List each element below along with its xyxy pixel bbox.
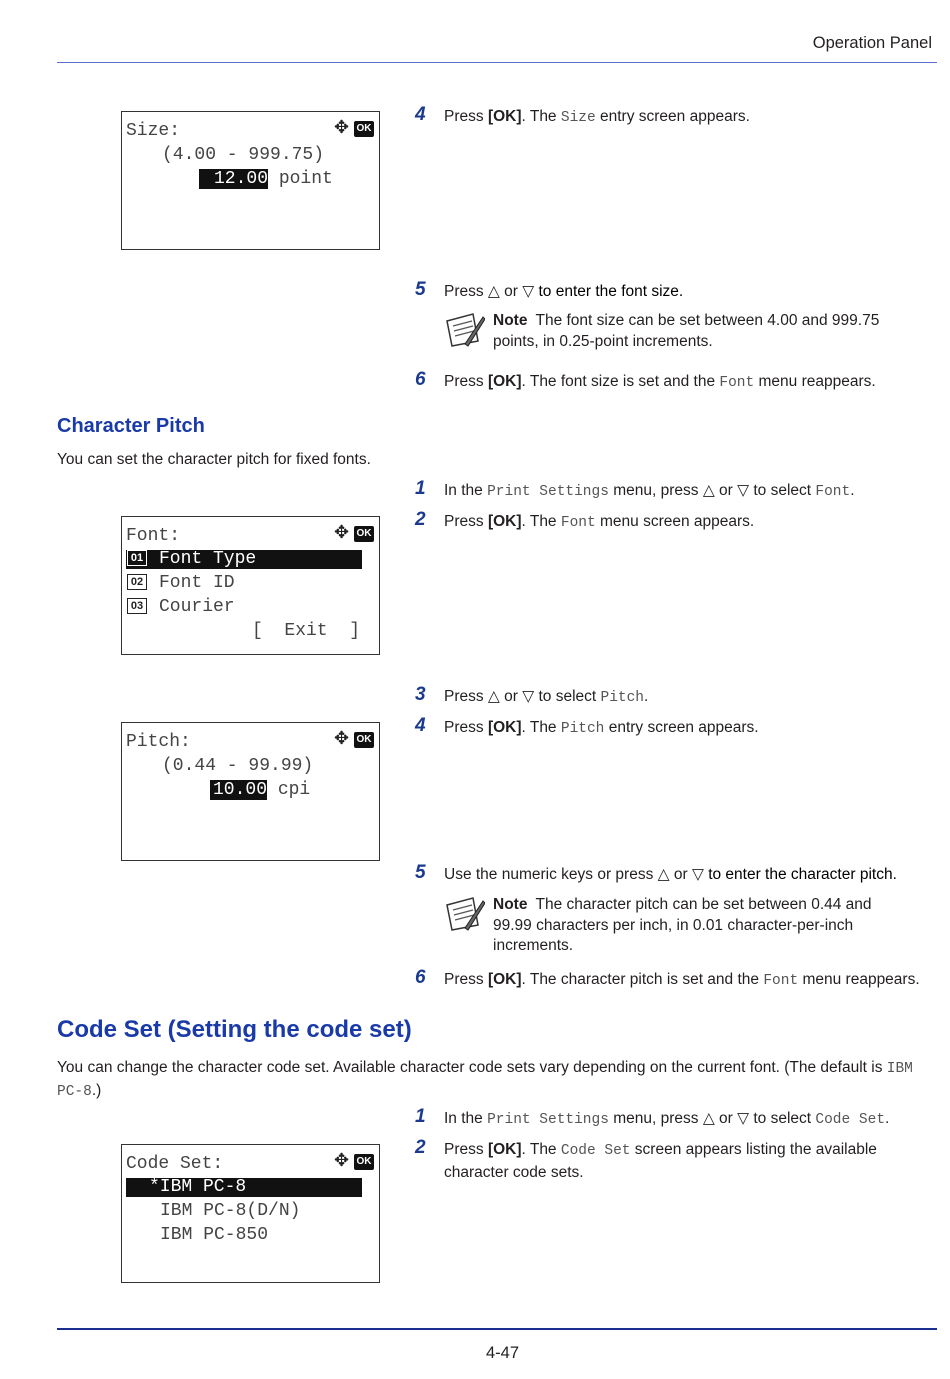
note-text: Note The character pitch can be set between 0.44 and 99.99 characters per inch, in 0.01 character-per-inch increments. (493, 896, 872, 954)
header-rule (57, 62, 937, 63)
lcd-nav-ok-icons (334, 525, 376, 545)
index-01-icon: 01 (127, 550, 147, 566)
ok-icon: OK (354, 1154, 374, 1170)
lcd-title: Pitch: (126, 732, 191, 752)
step-text: Press [OK]. The Pitch entry screen appears. (444, 719, 759, 737)
lcd-nav-ok-icons (334, 1153, 376, 1173)
step-text: Press [OK]. The character pitch is set and the Font menu reappears. (444, 971, 920, 989)
lcd-value: 10.00 (210, 780, 267, 800)
step-number: 5 (415, 862, 426, 883)
lcd-code-set-item: IBM PC-8(D/N) (160, 1201, 301, 1221)
note-text: Note The font size can be set between 4.00 and 999.75 points, in 0.25-point increments. (493, 312, 880, 350)
step-text: Press △ or ▽ to select Pitch. (444, 688, 649, 706)
lcd-nav-ok-icons (334, 731, 376, 751)
index-02-icon: 02 (127, 574, 147, 590)
step-number: 6 (415, 967, 426, 988)
step-number: 4 (415, 715, 426, 736)
move-cross-icon: ✥ (334, 119, 350, 139)
lcd-menu-label: Font ID (159, 573, 235, 593)
lcd-menu-label: Font Type (159, 549, 257, 569)
lcd-title: Font: (126, 526, 181, 546)
lcd-unit: point (278, 169, 333, 189)
step-number: 2 (415, 1137, 426, 1158)
lcd-value: 12.00 (199, 169, 268, 189)
step-text: Press [OK]. The Code Set screen appears listing the available character code sets. (444, 1141, 877, 1181)
lcd-title: Size: (126, 121, 181, 141)
lcd-nav-ok-icons (334, 120, 376, 140)
lcd-title: Code Set: (126, 1154, 224, 1174)
lcd-range: (4.00 - 999.75) (162, 145, 325, 165)
step-number: 2 (415, 509, 426, 530)
running-header: Operation Panel (812, 34, 932, 52)
lcd-value-line (199, 167, 333, 191)
lcd-value-line (210, 778, 310, 802)
page-number: 4-47 (485, 1344, 520, 1362)
lcd-menu-item (127, 595, 235, 619)
lcd-code-set-screen (121, 1144, 380, 1283)
character-pitch-intro: You can set the character pitch for fixed fonts. (57, 451, 371, 468)
lcd-size-screen (121, 111, 380, 250)
step-text: Press [OK]. The Font menu screen appears. (444, 513, 755, 531)
lcd-font-menu-screen (121, 516, 380, 655)
ok-icon: OK (354, 732, 374, 748)
lcd-unit: cpi (277, 780, 311, 800)
note-pencil-icon (443, 311, 485, 347)
step-number: 1 (415, 478, 426, 499)
lcd-pitch-screen (121, 722, 380, 861)
step-number: 5 (415, 279, 426, 300)
code-set-intro: You can change the character code set. Available character code sets vary depending on the current font. (The default is IBM PC-8.) (57, 1059, 913, 1100)
lcd-menu-item-selected (127, 547, 256, 571)
step-text: In the Print Settings menu, press △ or ▽ to select Code Set. (444, 1110, 890, 1128)
move-cross-icon: ✥ (334, 524, 350, 544)
note-pencil-icon (443, 895, 485, 931)
heading-code-set: Code Set (Setting the code set) (57, 1016, 412, 1043)
step-text: In the Print Settings menu, press △ or ▽ to select Font. (444, 482, 855, 500)
step-number: 6 (415, 369, 426, 390)
move-cross-icon: ✥ (334, 1152, 350, 1172)
ok-icon: OK (354, 526, 374, 542)
index-03-icon: 03 (127, 598, 147, 614)
step-text: Press △ or ▽ to enter the font size. (444, 283, 684, 300)
step-text: Press [OK]. The font size is set and the Font menu reappears. (444, 373, 876, 391)
step-text: Use the numeric keys or press △ or ▽ to enter the character pitch. (444, 866, 897, 883)
step-number: 1 (415, 1106, 426, 1127)
move-cross-icon: ✥ (334, 730, 350, 750)
step-number: 3 (415, 684, 426, 705)
ok-icon: OK (354, 121, 374, 137)
lcd-menu-item (127, 571, 235, 595)
lcd-code-set-item: IBM PC-850 (160, 1225, 269, 1245)
step-text: Press [OK]. The Size entry screen appears. (444, 108, 750, 126)
step-number: 4 (415, 104, 426, 125)
lcd-menu-label: Courier (159, 597, 235, 617)
heading-character-pitch: Character Pitch (57, 415, 205, 437)
lcd-code-set-item-selected: *IBM PC-8 (149, 1177, 247, 1197)
lcd-range: (0.44 - 99.99) (162, 756, 314, 776)
footer-rule (57, 1328, 937, 1330)
lcd-exit: [ Exit ] (252, 621, 361, 641)
